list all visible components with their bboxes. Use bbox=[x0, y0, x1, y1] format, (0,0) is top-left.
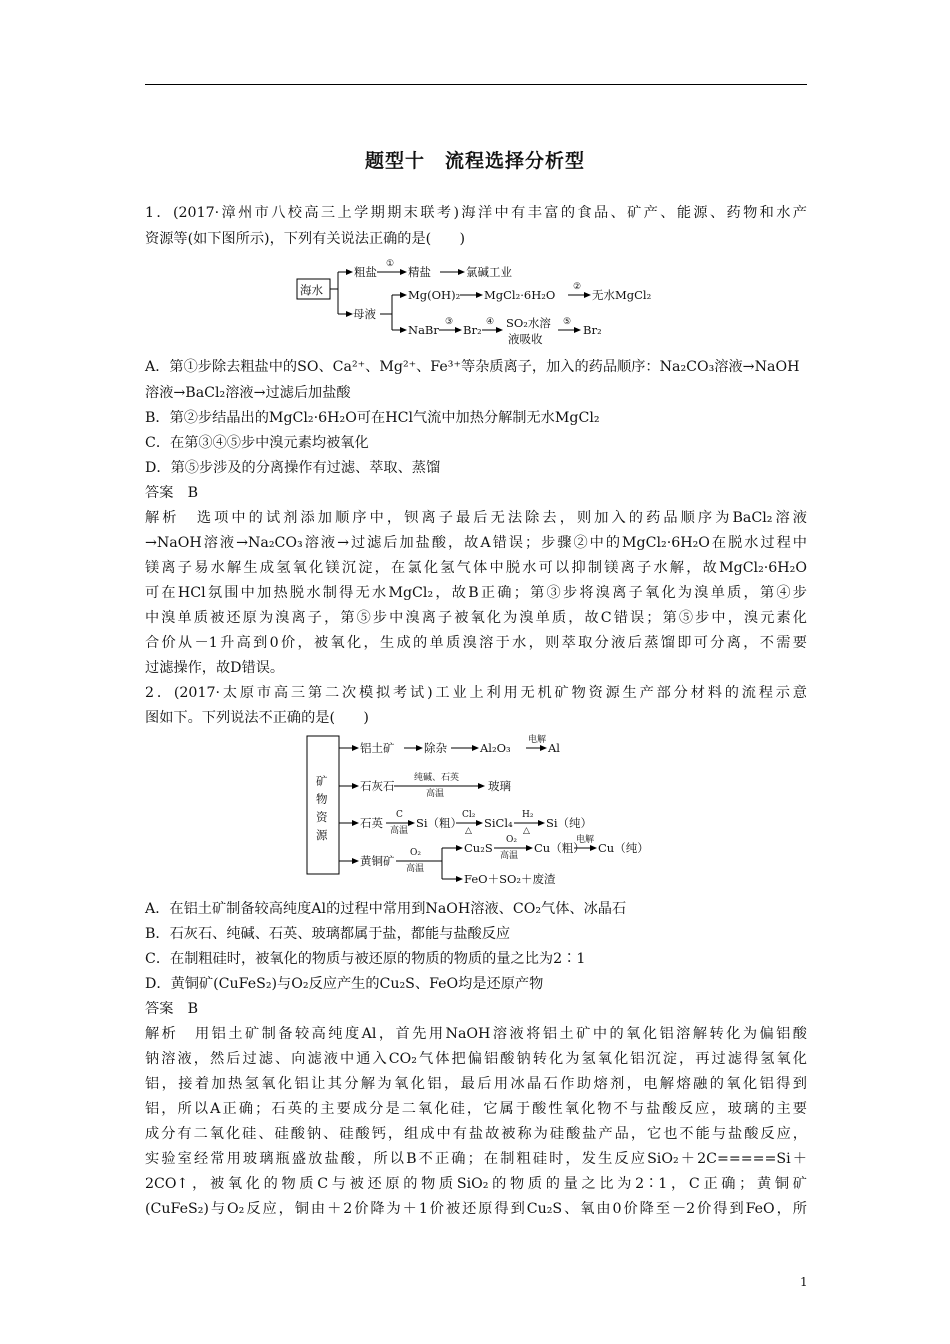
pure-si-label: Si（纯） bbox=[546, 816, 593, 830]
q1-analysis-line: 中溴单质被还原为溴离子，第⑤步中溴离子被氧化为溴单质，故C错误；第⑤步中，溴元素化 bbox=[145, 610, 807, 626]
mother-liquor-label: 母液 bbox=[353, 307, 376, 321]
heat-condition: △ bbox=[465, 826, 472, 836]
electrolysis-label: 电解 bbox=[576, 835, 595, 845]
q2-option-b: B．石灰石、纯碱、石英、玻璃都属于盐，都能与盐酸反应 bbox=[145, 926, 511, 942]
electrolysis-label: 电解 bbox=[528, 735, 547, 745]
q1-analysis-line: →NaOH溶液→Na₂CO₃溶液→过滤后加盐酸，故A错误；步骤②中的MgCl₂·6H₂O在脱水过程中 bbox=[145, 535, 807, 551]
q2-option-d: D．黄铜矿(CuFeS₂)与O₂反应产生的Cu₂S、FeO均是还原产物 bbox=[145, 976, 544, 992]
q2-option-a: A．在铝土矿制备较高纯度Al的过程中常用到NaOH溶液、CO₂气体、冰晶石 bbox=[145, 901, 627, 917]
nabr-label: NaBr bbox=[408, 323, 439, 337]
mgoh2-label: Mg(OH)₂ bbox=[408, 288, 461, 302]
h2-condition: H₂ bbox=[522, 810, 534, 820]
q2-flow-diagram bbox=[306, 734, 652, 892]
glass-label: 玻璃 bbox=[488, 779, 511, 793]
q1-flow-diagram bbox=[296, 258, 656, 348]
so2-absorb-label-2: 液吸收 bbox=[508, 332, 543, 346]
resource-char-2: 物 bbox=[316, 792, 328, 806]
resource-char-1: 矿 bbox=[316, 774, 328, 788]
o2-condition: O₂ bbox=[506, 835, 517, 845]
sicl4-label: SiCl₄ bbox=[484, 816, 513, 830]
q2-analysis-line: 实验室经常用玻璃瓶盛放盐酸，所以B不正确；在制粗硅时，发生反应SiO₂＋2C=====Si＋ bbox=[145, 1151, 807, 1167]
crude-salt-label: 粗盐 bbox=[354, 265, 377, 279]
anhydrous-mgcl2-label: 无水MgCl₂ bbox=[592, 288, 652, 302]
q2-analysis-line: (CuFeS₂)与O₂反应，铜由＋2价降为＋1价被还原得到Cu₂S、氧由0价降至－2价得到FeO，所 bbox=[145, 1201, 807, 1217]
q1-stem-line: 1．(2017·漳州市八校高三上学期期末联考)海洋中有丰富的食品、矿产、能源、药物和水产 bbox=[145, 205, 807, 221]
chlor-alkali-label: 氯碱工业 bbox=[466, 265, 512, 279]
header-rule bbox=[145, 84, 807, 85]
q1-option-a-cont: 溶液→BaCl₂溶液→过滤后加盐酸 bbox=[145, 385, 351, 401]
q2-analysis-line: 2CO↑，被氧化的物质C与被还原的物质SiO₂的物质的量之比为2∶1，C正确；黄铜矿 bbox=[145, 1176, 807, 1192]
step-2-marker: ② bbox=[573, 282, 582, 292]
cl2-condition: Cl₂ bbox=[462, 810, 476, 820]
sea-water-box: 海水 bbox=[300, 283, 323, 297]
crude-cu-label: Cu（粗） bbox=[534, 841, 585, 855]
al2o3-label: Al₂O₃ bbox=[480, 741, 511, 755]
so2-absorb-label: SO₂水溶 bbox=[506, 316, 551, 330]
o2-condition: O₂ bbox=[410, 848, 421, 858]
q1-analysis-line: 合价从－1升高到0价，被氧化，生成的单质溴溶于水，则萃取分液后蒸馏即可分离，不需要 bbox=[145, 635, 807, 651]
q1-stem-line: 资源等(如下图所示)，下列有关说法正确的是( ) bbox=[145, 231, 466, 247]
cu2s-label: Cu₂S bbox=[464, 841, 493, 855]
q1-answer: 答案 B bbox=[145, 485, 198, 501]
fine-salt-label: 精盐 bbox=[408, 265, 431, 279]
q2-analysis-line: 铝，所以A正确；石英的主要成分是二氧化硅，它属于酸性氧化物不与盐酸反应，玻璃的主要 bbox=[145, 1101, 807, 1117]
soda-quartz-condition: 纯碱、石英 bbox=[414, 773, 460, 783]
high-temp-condition: 高温 bbox=[500, 851, 519, 861]
high-temp-condition: 高温 bbox=[426, 789, 445, 799]
q2-analysis-line: 成分有二氧化硅、硅酸钠、硅酸钙，组成中有盐故被称为硅酸盐产品，它也不能与盐酸反应， bbox=[145, 1126, 807, 1142]
br2-label: Br₂ bbox=[463, 323, 482, 337]
q2-stem-line: 2．(2017·太原市高三第二次模拟考试)工业上利用无机矿物资源生产部分材料的流程示意 bbox=[145, 685, 807, 701]
step-5-marker: ⑤ bbox=[563, 317, 572, 327]
q2-flow-lines bbox=[306, 734, 652, 892]
quartz-label: 石英 bbox=[360, 816, 383, 830]
limestone-label: 石灰石 bbox=[360, 779, 395, 793]
q1-analysis-line: 过滤操作，故D错误。 bbox=[145, 660, 285, 676]
mgcl2-hydrate-label: MgCl₂·6H₂O bbox=[484, 288, 556, 302]
br2-product-label: Br₂ bbox=[583, 323, 602, 337]
q1-option-d: D．第⑤步涉及的分离操作有过滤、萃取、蒸馏 bbox=[145, 460, 441, 476]
q2-analysis-line: 解析 用铝土矿制备较高纯度Al，首先用NaOH溶液将铝土矿中的氧化铝溶解转化为偏铝酸 bbox=[145, 1026, 807, 1042]
carbon-condition: C bbox=[396, 810, 403, 820]
q1-analysis-line: 可在HCl氛围中加热脱水制得无水MgCl₂，故B正确；第③步将溴离子氧化为溴单质，第④步 bbox=[145, 585, 807, 601]
feo-byproduct-label: FeO＋SO₂＋废渣 bbox=[464, 872, 556, 886]
page-number: 1 bbox=[800, 1275, 808, 1289]
crude-si-label: Si（粗） bbox=[416, 816, 463, 830]
step-1-marker: ① bbox=[386, 259, 395, 269]
resource-char-3: 资 bbox=[316, 810, 328, 824]
q1-option-c: C．在第③④⑤步中溴元素均被氧化 bbox=[145, 435, 369, 451]
q2-answer: 答案 B bbox=[145, 1001, 198, 1017]
high-temp-condition: 高温 bbox=[390, 826, 409, 836]
step-4-marker: ④ bbox=[486, 317, 495, 327]
q1-option-b: B．第②步结晶出的MgCl₂·6H₂O可在HCl气流中加热分解制无水MgCl₂ bbox=[145, 410, 600, 426]
page-title: 题型十 流程选择分析型 bbox=[364, 150, 585, 172]
q2-stem-line: 图如下。下列说法不正确的是( ) bbox=[145, 710, 369, 726]
bauxite-label: 铝土矿 bbox=[360, 741, 395, 755]
heat-condition: △ bbox=[523, 826, 530, 836]
chalcopyrite-label: 黄铜矿 bbox=[360, 854, 395, 868]
q1-analysis-line: 镁离子易水解生成氢氧化镁沉淀，在氯化氢气体中脱水可以抑制镁离子水解，故MgCl₂·6H₂O bbox=[145, 560, 807, 576]
q1-option-a: A．第①步除去粗盐中的SO、Ca²⁺、Mg²⁺、Fe³⁺等杂质离子，加入的药品顺序：Na₂CO₃溶液→NaOH bbox=[145, 359, 800, 375]
pure-cu-label: Cu（纯） bbox=[598, 841, 649, 855]
q1-analysis-line: 解析 选项中的试剂添加顺序中，钡离子最后无法除去，则加入的药品顺序为BaCl₂溶液 bbox=[145, 510, 807, 526]
step-3-marker: ③ bbox=[445, 317, 454, 327]
resource-char-4: 源 bbox=[316, 828, 328, 842]
q2-option-c: C．在制粗硅时，被氧化的物质与被还原的物质的物质的量之比为2∶1 bbox=[145, 951, 586, 967]
impurity-removal-label: 除杂 bbox=[424, 741, 447, 755]
q2-analysis-line: 铝，接着加热氢氧化铝让其分解为氧化铝，最后用冰晶石作助熔剂，电解熔融的氧化铝得到 bbox=[145, 1076, 807, 1092]
q2-analysis-line: 钠溶液，然后过滤、向滤液中通入CO₂气体把偏铝酸钠转化为氢氧化铝沉淀，再过滤得氢氧化 bbox=[145, 1051, 807, 1067]
al-label: Al bbox=[548, 741, 560, 755]
high-temp-condition: 高温 bbox=[406, 864, 425, 874]
